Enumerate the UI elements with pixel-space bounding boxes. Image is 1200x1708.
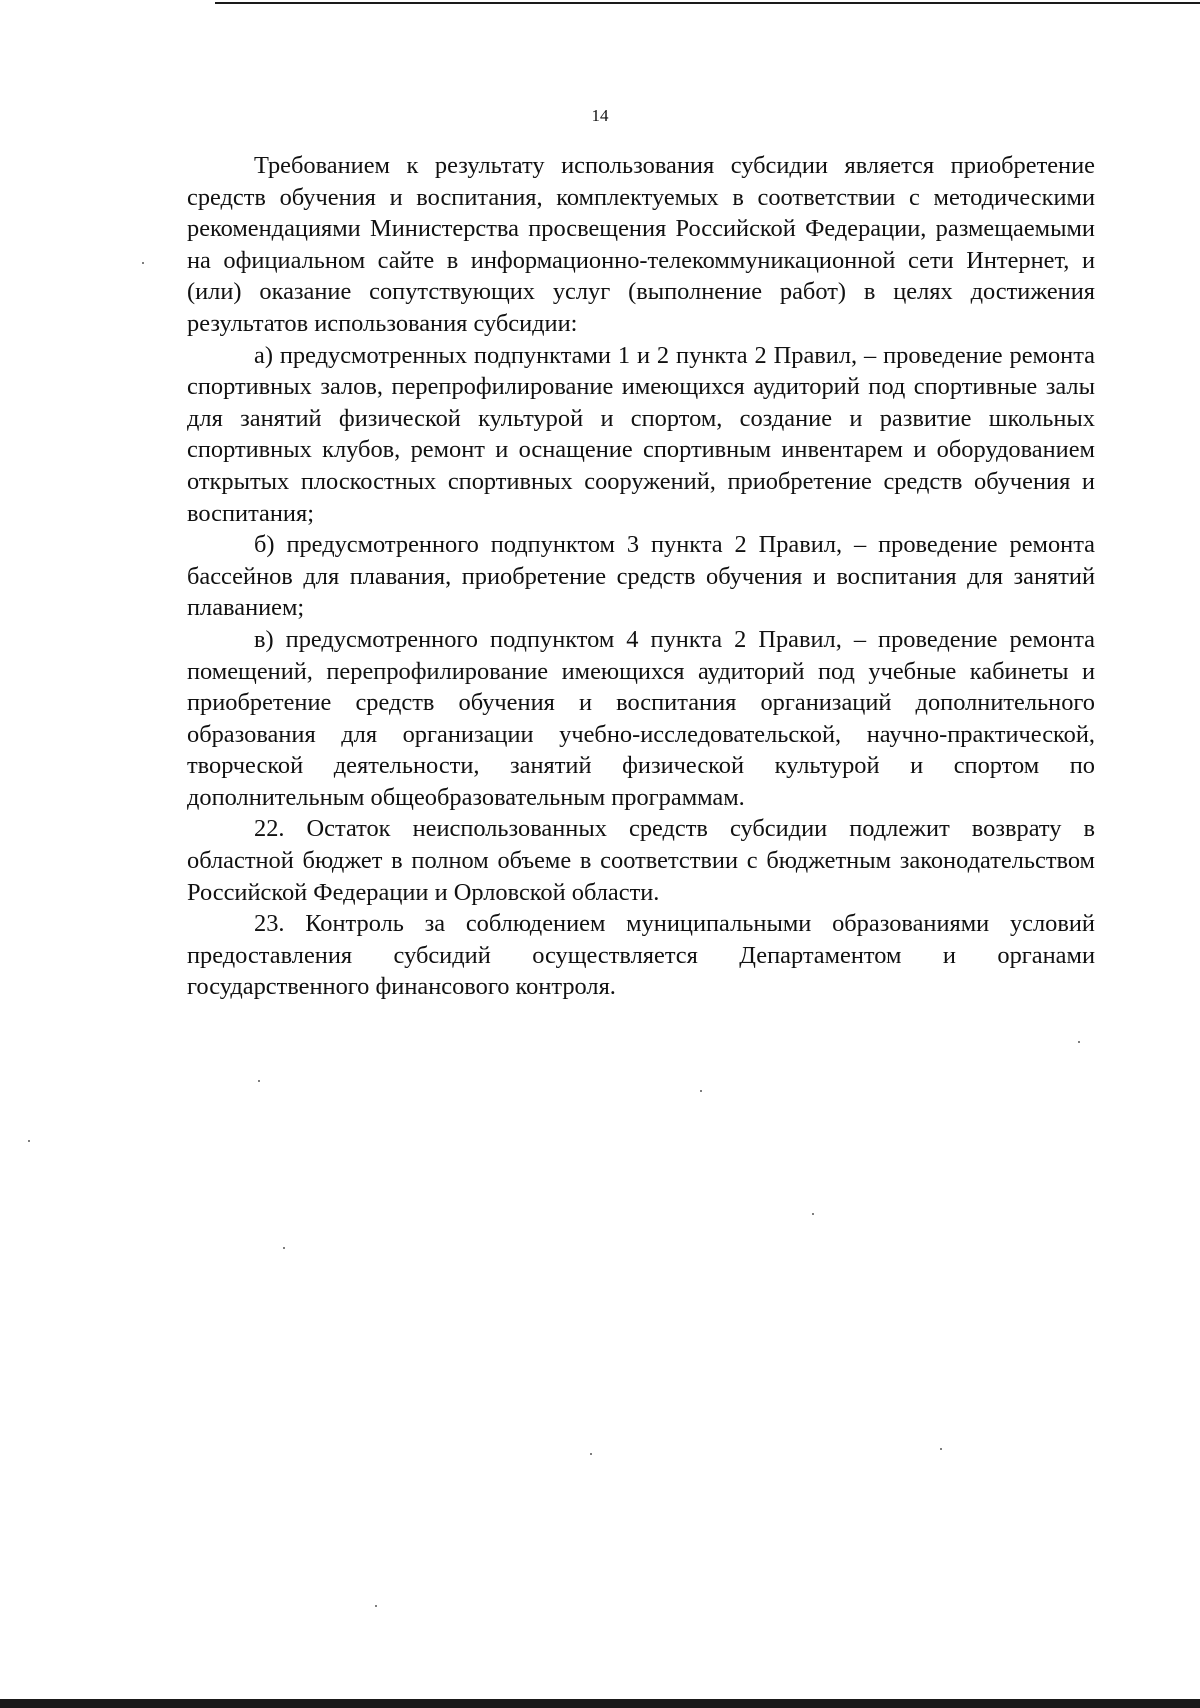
scan-speck: [812, 1213, 814, 1215]
scan-speck: [1078, 1041, 1080, 1043]
paragraph-item-b: б) предусмотренного подпунктом 3 пункта 2 Правил, – проведение ремонта бассейнов для плавания, приобретение средств обучения и воспитания для занятий плаванием;: [187, 531, 1095, 622]
paragraph-clause-22: 22. Остаток неиспользованных средств субсидии подлежит возврату в областной бюджет в полном объеме в соответствии с бюджетным законодательством Российской Федерации и Орловской области.: [187, 815, 1095, 906]
scan-top-edge: [215, 2, 1200, 4]
scan-speck: [28, 1140, 30, 1142]
paragraph-requirement: Требованием к результату использования субсидии является приобретение средств обучения и воспитания, комплектуемых в соответствии с методическими рекомендациями Министерства просвещения Российской Федерации, размещаемыми на официальном сайте в информационно-телекоммуникационной сети Интернет, и (или) оказание сопутствующих услуг (выполнение работ) в целях достижения результатов использования субсидии:: [187, 152, 1095, 337]
scan-bottom-edge: [0, 1699, 1200, 1708]
paragraph-clause-23: 23. Контроль за соблюдением муниципальными образованиями условий предоставления субсидий осуществляется Департаментом и органами государственного финансового контроля.: [187, 910, 1095, 1001]
scan-speck: [258, 1080, 260, 1082]
scan-speck: [283, 1247, 285, 1249]
scan-speck: [700, 1090, 702, 1092]
document-body: [187, 150, 1095, 1003]
scan-speck: [142, 262, 144, 264]
scan-speck: [375, 1605, 377, 1607]
paragraph-item-a: а) предусмотренных подпунктами 1 и 2 пункта 2 Правил, – проведение ремонта спортивных залов, перепрофилирование имеющихся аудиторий под спортивные залы для занятий физической культурой и спортом, создание и развитие школьных спортивных клубов, ремонт и оснащение спортивным инвентарем и оборудованием открытых плоскостных спортивных сооружений, приобретение средств обучения и воспитания;: [187, 341, 1095, 527]
scan-speck: [590, 1453, 592, 1455]
paragraph-item-v: в) предусмотренного подпунктом 4 пункта 2 Правил, – проведение ремонта помещений, перепрофилирование имеющихся аудиторий под учебные кабинеты и приобретение средств обучения и воспитания организаций дополнительного образования для организации учебно-исследовательской, научно-практической, творческой деятельности, занятий физической культурой и спортом по дополнительным общеобразовательным программам.: [187, 625, 1095, 811]
scan-speck: [940, 1448, 942, 1450]
page-number: 14: [591, 106, 609, 125]
